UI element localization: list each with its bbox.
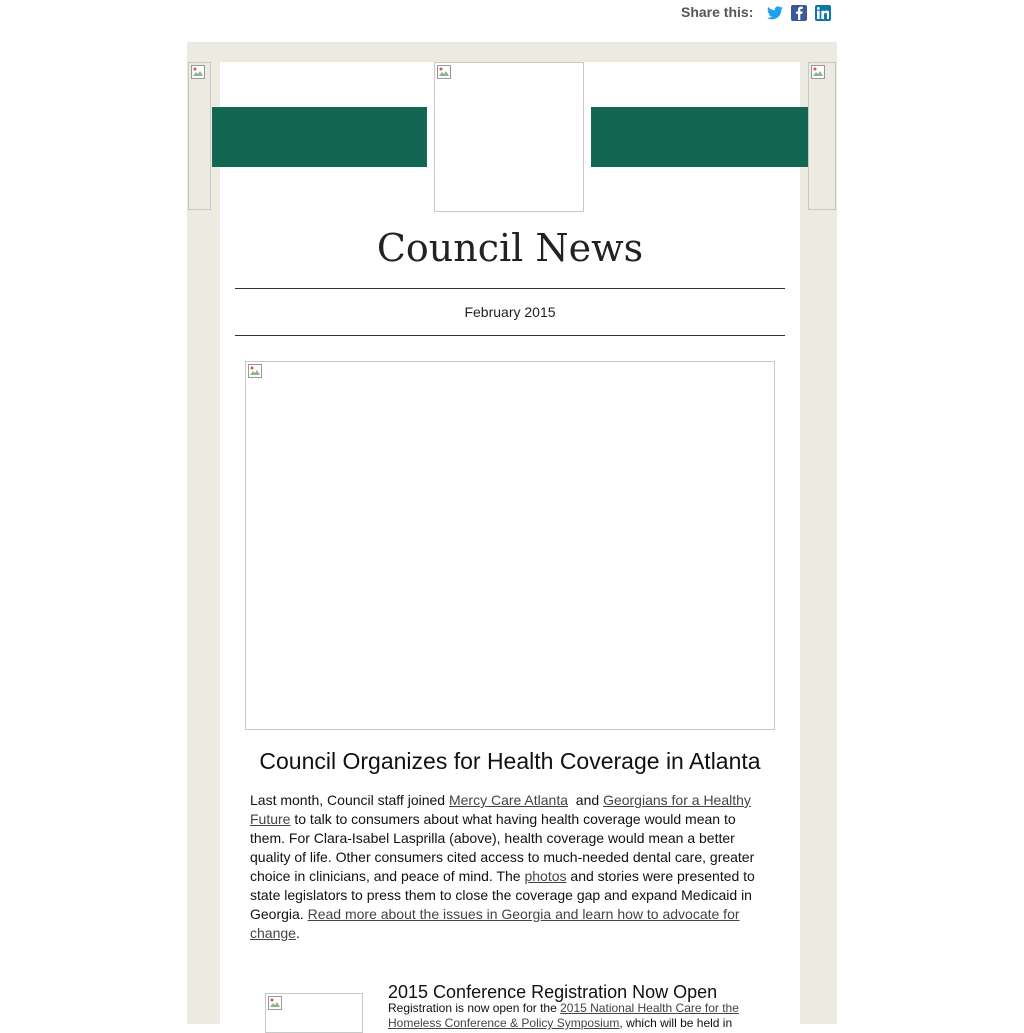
article-text: and stories were presented to state legislators to press them to close the coverage gap and expand Medicaid in Georgia.	[250, 868, 755, 922]
conference-text: , which will be held in	[619, 1016, 733, 1030]
article-text: .	[295, 925, 300, 941]
header-band-left	[212, 107, 427, 167]
conference-headline: 2015 Conference Registration Now Open	[388, 982, 718, 1002]
conference-text: Registration is now open for the	[388, 1001, 561, 1015]
conference-link[interactable]: 2015 National Health Care for the Homeless Conference & Policy Symposium	[388, 1001, 739, 1030]
georgians-link[interactable]: Georgians for a Healthy Future	[250, 792, 751, 827]
article-text: to talk to consumers about what having health coverage would mean to them. For Clara-Isabel Lasprilla (above), health coverage would mean a better quality of life. Other consumers cited access to much-needed dental care, greater choice in clinicians, and peace of mind. The	[250, 811, 755, 884]
read-more-link[interactable]: Read more about the issues in Georgia and learn how to advocate for change	[250, 906, 740, 941]
share-label: Share this:	[681, 4, 754, 20]
divider-top	[235, 288, 785, 289]
header-side-image-right	[808, 62, 836, 210]
linkedin-icon[interactable]	[815, 5, 831, 21]
twitter-icon[interactable]	[767, 5, 783, 21]
article-text: and	[568, 792, 604, 808]
broken-image-icon	[437, 65, 451, 79]
hero-image	[245, 361, 775, 730]
article-text: Last month, Council staff joined	[250, 792, 449, 808]
divider-bottom	[235, 335, 785, 336]
conference-body	[388, 1001, 758, 1031]
header-band-right	[591, 107, 808, 167]
broken-image-icon	[811, 65, 825, 79]
mercy-care-link[interactable]: Mercy Care Atlanta	[448, 792, 569, 808]
broken-image-icon	[191, 65, 205, 79]
newsletter-title: Council News	[376, 226, 644, 270]
issue-date: February 2015	[464, 304, 556, 320]
article-body	[250, 791, 770, 943]
header-side-image-left	[188, 62, 211, 210]
article-headline: Council Organizes for Health Coverage in Atlanta	[259, 748, 761, 774]
logo-image	[434, 62, 584, 212]
conference-image	[265, 993, 363, 1033]
share-bar	[0, 0, 1024, 42]
broken-image-icon	[268, 996, 282, 1010]
photos-link[interactable]: photos	[524, 868, 567, 884]
broken-image-icon	[248, 364, 262, 378]
facebook-icon[interactable]	[791, 5, 807, 21]
